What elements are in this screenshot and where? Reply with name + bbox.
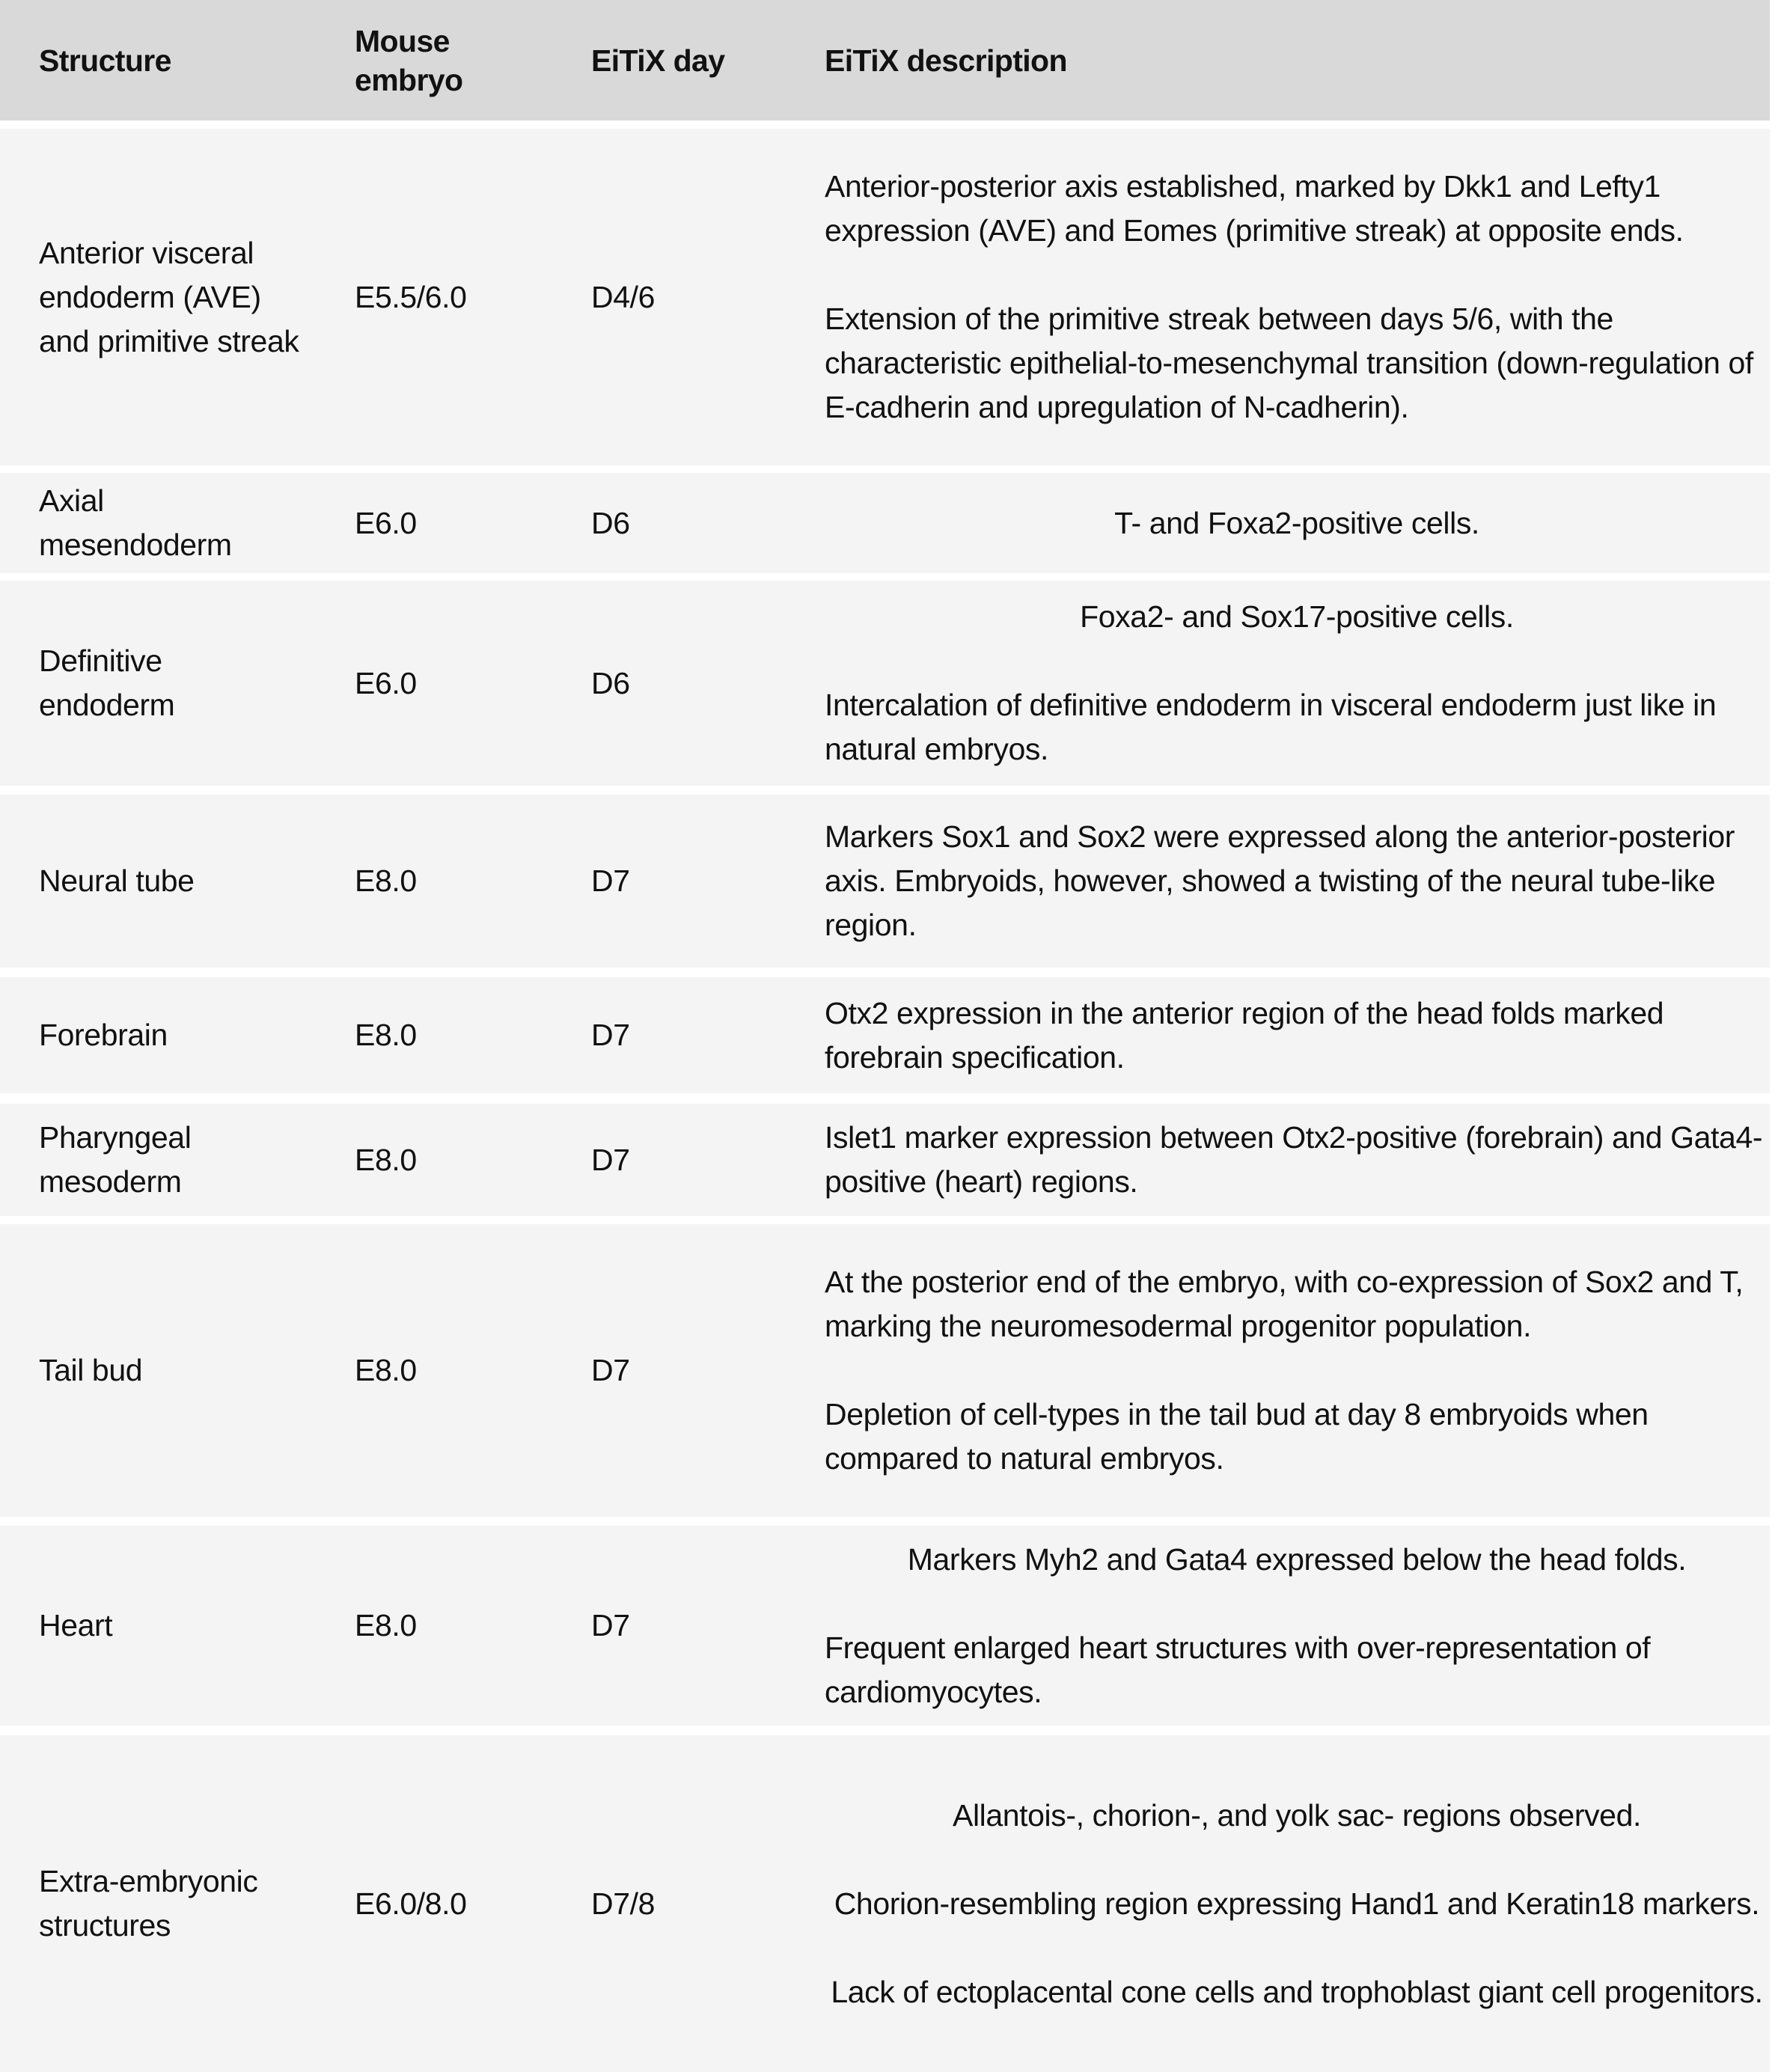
cell-mouse-embryo: E8.0 [355, 864, 417, 898]
cell-mouse-embryo: E8.0 [355, 1608, 417, 1642]
cell-eitix-day: D7 [591, 1018, 630, 1052]
cell-mouse-embryo: E8.0 [355, 1353, 417, 1387]
cell-structure: Definitive endoderm [39, 644, 175, 722]
description-paragraph: Extension of the primitive streak between days 5/6, with the characteristic epithelial-to-mesenchymal transition (down-regulation of E-cadherin and upregulation of N-cadherin). [825, 302, 1753, 424]
cell-structure: Axial mesendoderm [39, 483, 232, 562]
table-row [0, 1104, 1770, 1216]
cell-mouse-embryo: E6.0 [355, 505, 417, 540]
cell-description [825, 581, 1769, 786]
description-paragraph: Frequent enlarged heart structures with over-representation of cardiomyocytes. [825, 1630, 1651, 1709]
cell-structure: Forebrain [39, 1018, 168, 1052]
cell-description [825, 977, 1769, 1093]
cell-structure: Extra-embryonic structures [39, 1864, 258, 1943]
description-paragraph: Otx2 expression in the anterior region of the head folds marked forebrain specification. [825, 995, 1664, 1075]
description-paragraph: At the posterior end of the embryo, with co-expression of Sox2 and T, marking the neuromesodermal progenitor population. [825, 1265, 1744, 1343]
cell-eitix-day: D7 [591, 864, 630, 898]
table-row [0, 977, 1770, 1093]
cell-structure: Anterior visceral endoderm (AVE) and primitive streak [39, 235, 299, 358]
description-paragraph: T- and Foxa2-positive cells. [1114, 505, 1479, 540]
cell-structure: Neural tube [39, 864, 195, 898]
table-row [0, 129, 1770, 465]
description-paragraph: Markers Myh2 and Gata4 expressed below the head folds. [907, 1541, 1687, 1577]
cell-description [825, 1526, 1769, 1726]
table-row [0, 1526, 1770, 1726]
description-paragraph: Lack of ectoplacental cone cells and trophoblast giant cell progenitors. [831, 1974, 1763, 2009]
cell-description [825, 1104, 1769, 1216]
cell-mouse-embryo: E8.0 [355, 1142, 417, 1177]
table-row [0, 473, 1770, 573]
description-paragraph: Allantois-, chorion-, and yolk sac- regions observed. [953, 1797, 1641, 1833]
description-paragraph: Anterior-posterior axis established, marked by Dkk1 and Lefty1 expression (AVE) and Eomes (primitive streak) at opposite ends. [825, 169, 1684, 248]
header-eitix-day: EiTiX day [591, 43, 725, 78]
cell-description [825, 1735, 1769, 2072]
cell-mouse-embryo: E8.0 [355, 1018, 417, 1052]
header-structure: Structure [39, 43, 171, 78]
cell-eitix-day: D6 [591, 505, 630, 540]
cell-eitix-day: D7 [591, 1608, 630, 1642]
cell-eitix-day: D7 [591, 1142, 630, 1177]
cell-eitix-day: D4/6 [591, 279, 656, 314]
cell-eitix-day: D6 [591, 665, 630, 700]
description-paragraph: Foxa2- and Sox17-positive cells. [1080, 599, 1514, 634]
cell-mouse-embryo: E5.5/6.0 [355, 279, 467, 314]
header-mouse-embryo: Mouse embryo [355, 23, 463, 97]
table-row [0, 795, 1770, 968]
description-paragraph: Markers Sox1 and Sox2 were expressed along the anterior-posterior axis. Embryoids, however, showed a twisting of the neural tube-like region. [825, 819, 1735, 942]
cell-description [825, 129, 1769, 465]
cell-eitix-day: D7 [591, 1353, 630, 1387]
description-paragraph: Intercalation of definitive endoderm in visceral endoderm just like in natural embryos. [825, 688, 1717, 766]
table-header-row [0, 0, 1770, 120]
description-paragraph: Chorion-resembling region expressing Hand1 and Keratin18 markers. [834, 1886, 1760, 1921]
cell-structure: Tail bud [39, 1353, 143, 1387]
table-row [0, 1224, 1770, 1517]
table-row [0, 581, 1770, 786]
cell-description [825, 473, 1769, 573]
cell-structure: Heart [39, 1608, 113, 1642]
table-row [0, 1735, 1770, 2072]
cell-eitix-day: D7/8 [591, 1886, 656, 1921]
header-eitix-description: EiTiX description [825, 43, 1067, 78]
cell-mouse-embryo: E6.0/8.0 [355, 1886, 467, 1921]
description-paragraph: Depletion of cell-types in the tail bud at day 8 embryoids when compared to natural embryos. [825, 1397, 1649, 1476]
cell-mouse-embryo: E6.0 [355, 665, 417, 700]
cell-structure: Pharyngeal mesoderm [39, 1120, 192, 1199]
cell-description [825, 795, 1769, 968]
description-paragraph: Islet1 marker expression between Otx2-positive (forebrain) and Gata4-positive (heart) regions. [825, 1120, 1763, 1199]
cell-description [825, 1224, 1769, 1517]
